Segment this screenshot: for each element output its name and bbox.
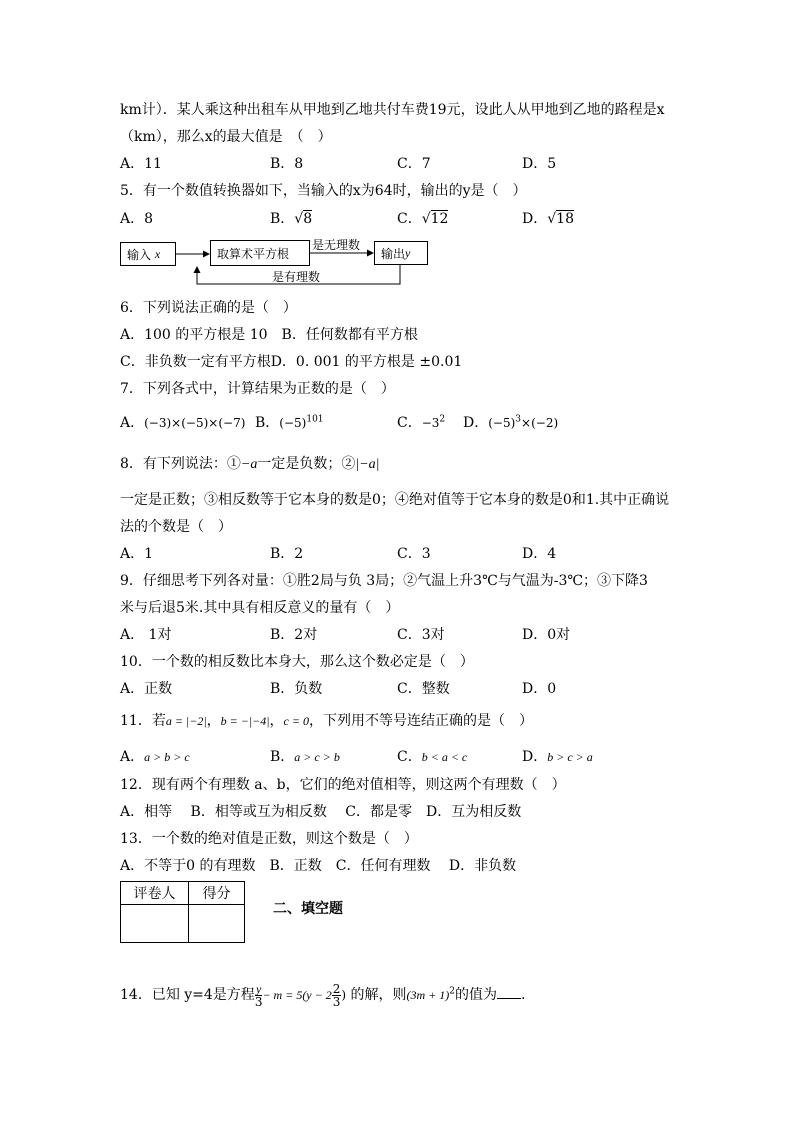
- q8-line2: 一定是正数；③相反数等于它本身的数是0；④绝对值等于它本身的数是0和1.其中正确说: [120, 492, 670, 508]
- q11-expr-c: c = 0: [283, 714, 309, 728]
- score-table-reviewer-cell[interactable]: [121, 905, 189, 943]
- q7-option-b: [255, 414, 324, 432]
- q14-pre: 14．已知 y=4是方程: [120, 987, 255, 1003]
- flow-input-label: 输入: [127, 247, 152, 262]
- sqrt-icon: √8: [294, 211, 313, 227]
- q14-eq-mid: − m = 5(y − 2: [262, 988, 332, 1002]
- q10-option-d: D．0: [522, 681, 557, 697]
- q5-option-d-value: 18: [556, 211, 574, 227]
- q5-option-d-letter: D．: [522, 211, 548, 227]
- q7-stem: 7．下列各式中，计算结果为正数的是（ ）: [120, 381, 395, 397]
- q7-option-a-label: A．: [120, 415, 145, 431]
- q4-line2: （km），那么x的最大值是 （ ）: [120, 129, 332, 145]
- q6-row1: A．100 的平方根是 10 B．任何数都有平方根: [120, 327, 418, 343]
- q8-line1-mid: 一定是负数；②: [257, 456, 356, 472]
- score-table-score-cell[interactable]: [189, 905, 245, 943]
- q11-option-c: [397, 748, 467, 766]
- q5-option-b-letter: B．: [270, 211, 295, 227]
- q7-option-d-rest: ×(−2): [521, 416, 559, 430]
- flow-input-var: x: [154, 246, 161, 261]
- q14-expr: (3m + 1): [406, 988, 450, 1002]
- q7-option-c-base: −3: [421, 416, 440, 430]
- q11-option-c-letter: C．: [397, 749, 422, 765]
- q7-option-b-exp: 101: [306, 414, 324, 425]
- q11-option-a-letter: A．: [120, 749, 145, 765]
- q9-option-a: A． 1对: [120, 627, 172, 643]
- q11-expr-a: a = |−2|: [165, 714, 207, 728]
- q9-option-c: C．3对: [397, 627, 445, 643]
- q4-option-b: B．8: [270, 156, 304, 172]
- q11-option-d: [522, 748, 593, 766]
- flow-output-label: 输出: [381, 246, 406, 261]
- q11-option-a-expr: a > b > c: [144, 750, 190, 764]
- q14-mixed-fraction: [332, 983, 342, 1008]
- q10-option-a: A．正数: [120, 681, 173, 697]
- q11-option-c-expr: b < a < c: [421, 750, 468, 764]
- flow-arrow-loop: [197, 265, 400, 284]
- flow-output-var: y: [405, 245, 411, 260]
- q8-option-b: B．2: [270, 546, 304, 562]
- q7-option-d: [463, 414, 558, 432]
- q8-line1-pre: 8．有下列说法：①: [120, 456, 241, 472]
- q9-line2: 米与后退5米.其中具有相反意义的量有（ ）: [120, 600, 400, 616]
- q8-expr-neg-a: −a: [240, 457, 258, 472]
- q5-option-c-value: 12: [430, 211, 449, 227]
- score-table: [120, 881, 245, 943]
- q5-option-a-value: 8: [144, 211, 154, 227]
- q11-stem-post: ，下列用不等号连结正确的是（ ）: [308, 713, 533, 729]
- score-table-reviewer-header: 评卷人: [121, 882, 189, 905]
- q14-mid: 的解，则: [350, 987, 407, 1003]
- q11-stem: 11．若a = |−2|，b = −|−4|，c = 0，下列用不等号连结正确的是（ ）: [120, 713, 533, 729]
- q14-frac-den: 3: [254, 994, 263, 1009]
- sqrt-icon: √12: [421, 211, 449, 227]
- q4-option-c: C．7: [397, 156, 431, 172]
- q14-answer-blank[interactable]: [497, 984, 521, 999]
- q5-option-b-value: 8: [303, 211, 313, 227]
- q7-option-a: [120, 414, 245, 432]
- q4-option-a: A．11: [120, 156, 162, 172]
- q14-mixed-den: 3: [332, 994, 341, 1009]
- q11-option-b: [270, 748, 340, 766]
- q7-option-c-exp: 2: [439, 414, 446, 425]
- q12-stem: 12．现有两个有理数 a、b，它们的绝对值相等，则这两个有理数（ ）: [120, 777, 566, 793]
- q7-option-b-label: B．: [255, 415, 280, 431]
- q13-options: A．不等于0 的有理数 B．正数 C．任何有理数 D．非负数: [120, 858, 517, 874]
- q9-option-d: D．0对: [522, 627, 571, 643]
- q5-option-c-letter: C．: [397, 211, 422, 227]
- q14-frac-num: y: [255, 981, 262, 996]
- q4-option-d: D．5: [522, 156, 557, 172]
- q10-option-b: B．负数: [270, 681, 323, 697]
- q7-option-a-expr: (−3)×(−5)×(−7): [144, 416, 246, 430]
- q7-option-d-base: (−5): [488, 416, 516, 430]
- q11-option-b-letter: B．: [270, 749, 295, 765]
- q8-expr-abs-neg-a: |−a|: [355, 457, 380, 472]
- q10-option-c: C．整数: [397, 681, 450, 697]
- score-table-score-header: 得分: [189, 882, 245, 905]
- q8-option-d: D．4: [522, 546, 557, 562]
- q12-options: A．相等 B．相等或互为相反数 C．都是零 D．互为相反数: [120, 804, 522, 820]
- flow-rational-label: 是有理数: [272, 270, 321, 284]
- q14-mixed-num: 2: [332, 981, 341, 996]
- sqrt-icon: √18: [547, 211, 574, 227]
- q8-line3: 法的个数是（ ）: [120, 519, 232, 535]
- q11-option-d-expr: b > c > a: [547, 750, 593, 764]
- q8-option-a: A．1: [120, 546, 154, 562]
- q10-stem: 10．一个数的相反数比本身大，那么这个数必定是（ ）: [120, 654, 474, 670]
- q5-option-a-letter: A．: [120, 211, 145, 227]
- q8-line1: [120, 455, 380, 474]
- q14-post: 的值为: [455, 987, 498, 1003]
- q11-option-b-expr: a > c > b: [294, 750, 340, 764]
- q7-option-d-exp: 3: [515, 414, 522, 425]
- q7-option-c: [397, 414, 445, 432]
- flow-irrational-label: 是无理数: [312, 238, 361, 252]
- q6-row2: C．非负数一定有平方根D．0. 001 的平方根是 ±0.01: [120, 354, 463, 370]
- q14-end: .: [521, 987, 526, 1003]
- q11-stem-pre: 11．若: [120, 713, 166, 729]
- flow-arrows: [0, 0, 794, 300]
- q9-option-b: B．2对: [270, 627, 318, 643]
- flow-process-label: 取算术平方根: [217, 246, 290, 261]
- q13-stem: 13．一个数的绝对值是正数，则这个数是（ ）: [120, 831, 418, 847]
- q11-option-a: [120, 748, 190, 766]
- q7-option-b-base: (−5): [279, 416, 307, 430]
- q14-expr-exp: 2: [449, 986, 456, 997]
- q11-option-d-letter: D．: [522, 749, 548, 765]
- q7-option-c-label: C．: [397, 415, 422, 431]
- q4-line1: km计）．某人乘这种出租车从甲地到乙地共付车费19元，设此人从甲地到乙地的路程是x: [120, 102, 665, 118]
- q14-eq-end: ): [341, 988, 347, 1002]
- q8-option-c: C．3: [397, 546, 431, 562]
- q11-expr-b: b = −|−4|: [220, 714, 270, 728]
- q5-stem: 5．有一个数值转换器如下，当输入的x为64时，输出的y是（ ）: [120, 183, 527, 199]
- q6-stem: 6．下列说法正确的是（ ）: [120, 300, 297, 316]
- q7-option-d-label: D．: [463, 415, 489, 431]
- q9-line1: 9．仔细思考下列各对量：①胜2局与负 3局；②气温上升3℃与气温为-3℃；③下降3: [120, 573, 648, 589]
- q14-line: [120, 982, 525, 1008]
- section-title: 二、填空题: [273, 901, 343, 917]
